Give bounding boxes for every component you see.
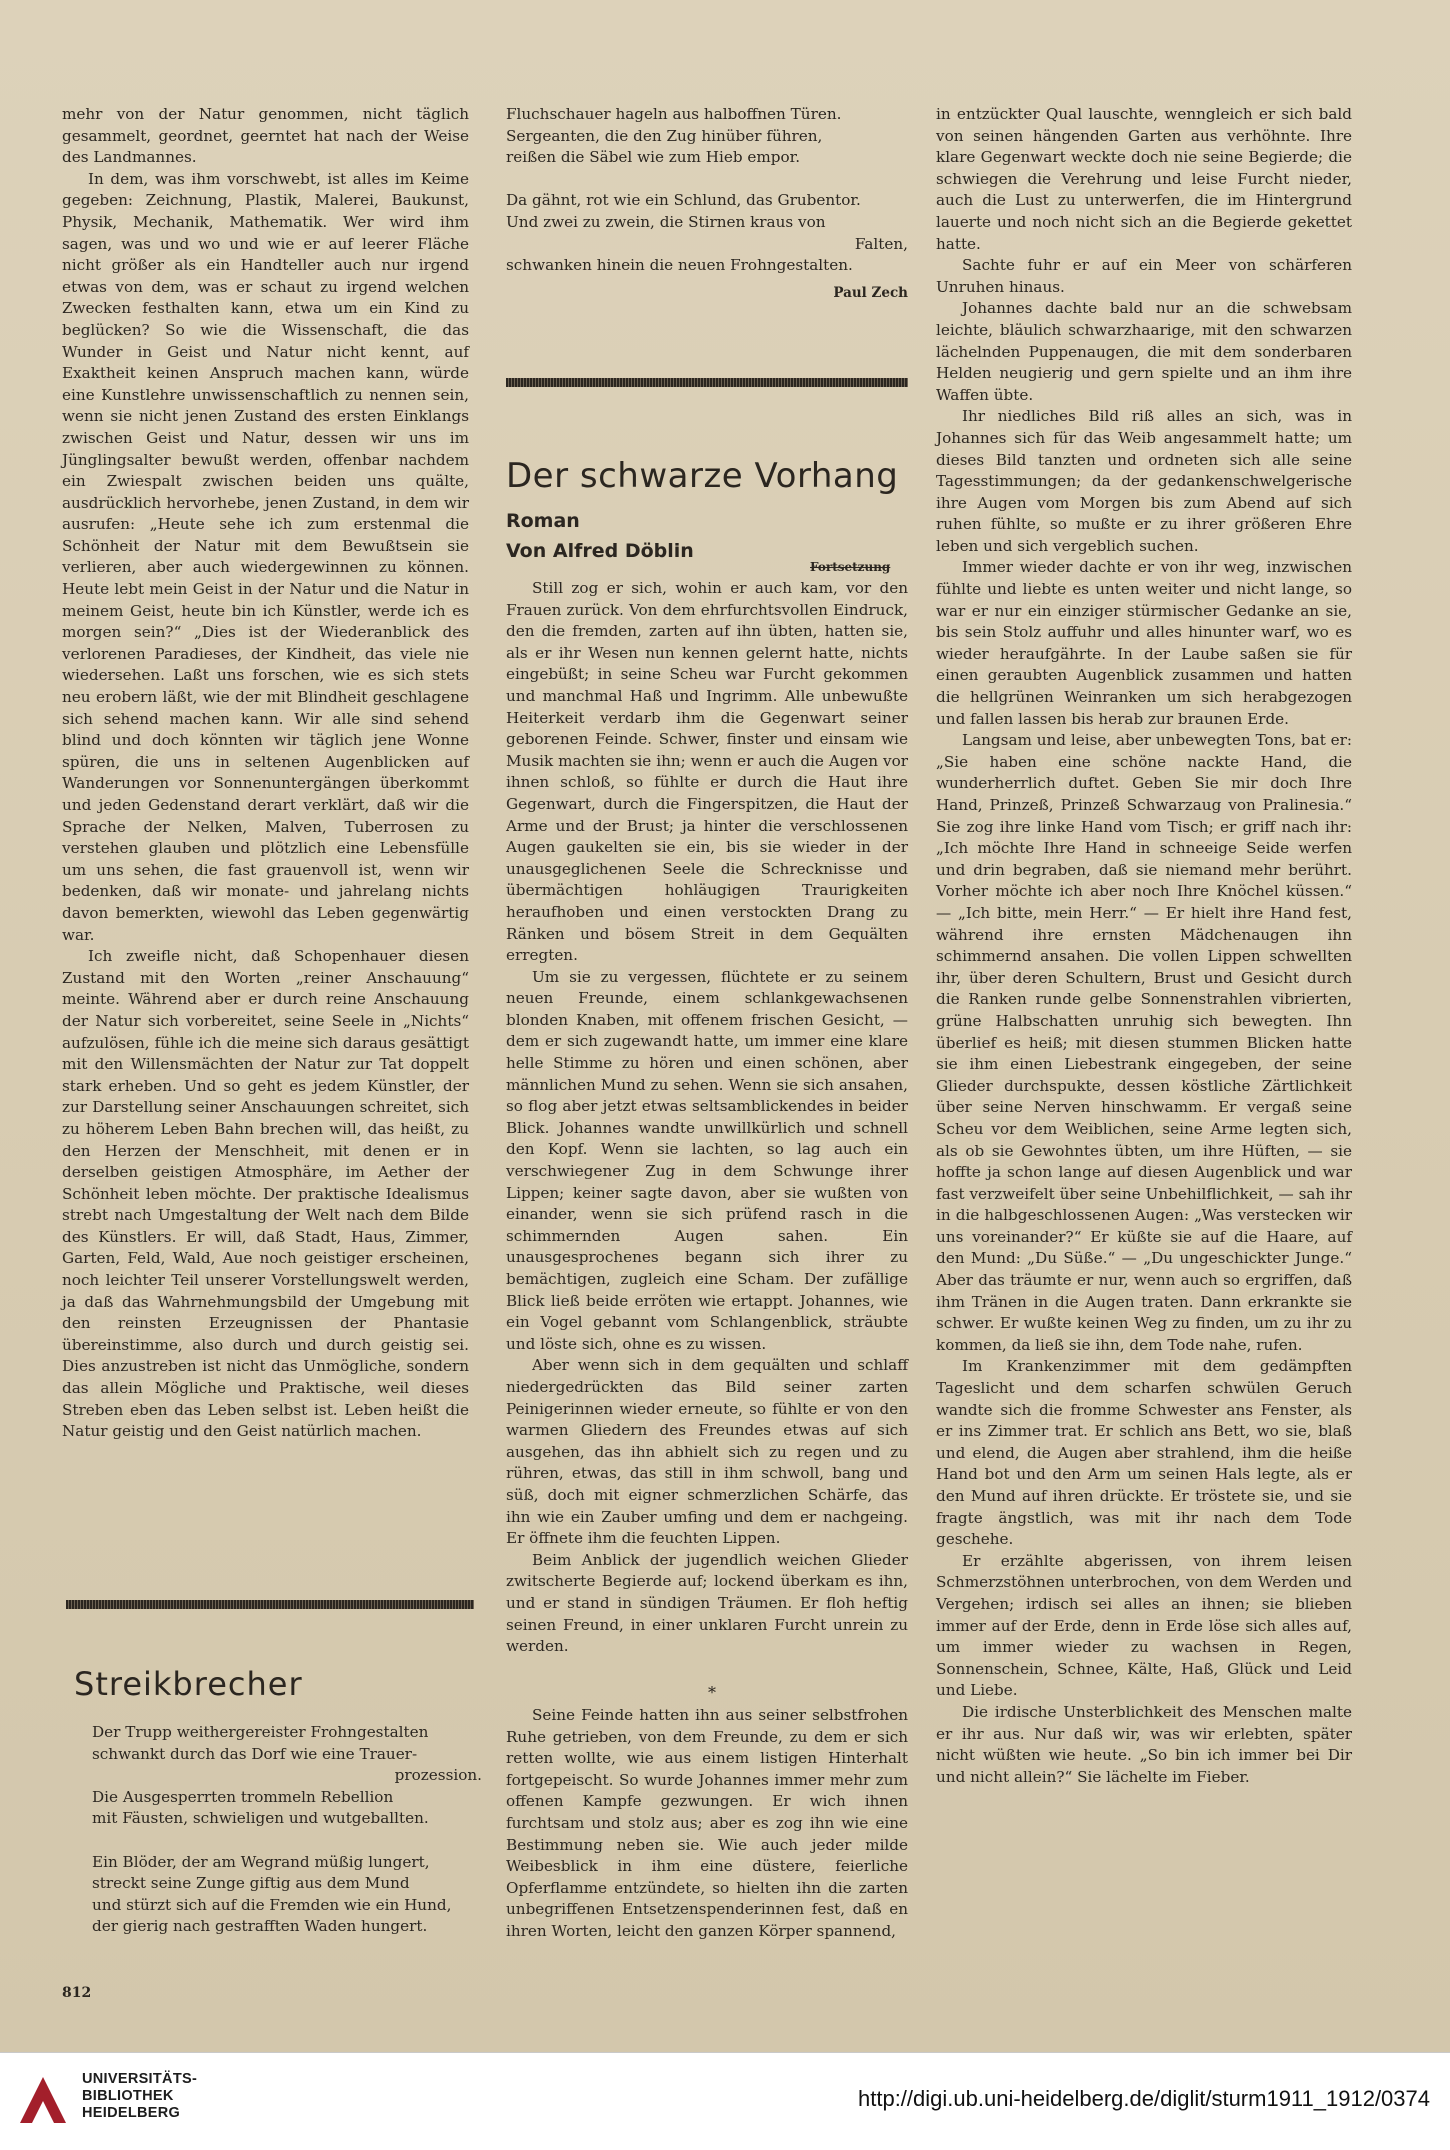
column-right: [936, 104, 1352, 1788]
stanza-gap: [506, 169, 908, 191]
novel-text-middle-upper: [506, 578, 908, 1658]
poem-line: schwankt durch das Dorf wie eine Trauer-: [92, 1744, 418, 1763]
poem-line: streckt seine Zunge giftig aus dem Mund: [92, 1874, 410, 1893]
poem-line: Fluchschauer hageln aus halboffnen Türen.: [506, 105, 842, 123]
poem-line: und stürzt sich auf die Fremden wie ein Hund,: [92, 1895, 452, 1914]
column-left: [62, 104, 469, 1443]
institution-name: [82, 2071, 197, 2122]
section-divider: [66, 1600, 474, 1609]
paragraph: Sachte fuhr er auf ein Meer von schärferen Unruhen hinaus.: [936, 256, 1352, 296]
column-middle: [506, 104, 908, 304]
poem-author: Paul Zech: [833, 284, 908, 301]
section-divider: [506, 378, 908, 387]
poem-line: der gierig nach gestrafften Waden hungert.: [92, 1917, 428, 1936]
paragraph: Johannes dachte bald nur an die schwebsam leichte, bläulich schwarzhaarige, mit den schwarzen lächelnden Puppenaugen, die mit dem sonderbaren Helden neugierig und gern spielte und an ihm ihre Waffen übte.: [936, 299, 1352, 404]
paragraph: Die irdische Unsterblichkeit des Menschen malte er ihr aus. Nur daß wir, was wir erlebten, später nicht wüßten wie heute. „So bin ich immer bei Dir und nicht allein?“ Sie lächelte im Fieber.: [936, 1702, 1352, 1786]
paragraph: mehr von der Natur genommen, nicht täglich gesammelt, geordnet, geerntet hat nach der Weise des Landmannes.: [62, 105, 469, 167]
paragraph: Ihr niedliches Bild riß alles an sich, was in Johannes sich für das Weib angesammelt hatte; um dieses Bild tanzten und ordneten sich alle seine Tagesstimmungen; da der gedankenschwelgerische ihre Augen vom Morgen bis zum Abend auf sich ruhen fühlte, so mußte er zu ihrer größeren Ehre leben und sich vergeblich suchen.: [936, 407, 1352, 555]
paragraph: Um sie zu vergessen, flüchtete er zu seinem neuen Freunde, einem schlankgewachsenen blonden Knaben, mit offenem frischen Gesicht, — dem er sich zugewandt hatte, um immer eine klare helle Stimme zu hören und einen schönen, aber männlichen Mund zu sehen. Wenn sie sich ansahen, so flog aber jetzt etwas seltsamblickendes in beider Blick. Johannes wandte unwillkürlich und schnell den Kopf. Wenn sie lachten, so lag auch ein verschwiegener Zug in dem Schwunge ihrer Lippen; keiner sagte davon, aber sie wußten von einander, wenn sie sich prüfend rasch in die schimmernden Augen sahen. Ein unausgesprochenes begann sich ihrer zu bemächtigen, zugleich eine Scham. Der zufällige Blick ließ beide erröten wie ertappt. Johannes, wie ein Vogel gebannt vom Schlangenblick, sträubte und löste sich, ohne es zu wissen.: [506, 967, 908, 1353]
novel-title: Der schwarze Vorhang: [506, 456, 899, 496]
paragraph: in entzückter Qual lauschte, wenngleich er sich bald von seinen hängenden Garten aus verhöhnte. Ihre klare Gegenwart weckte doch nie seine Begierde; die schwiegen die Verehrung und leise Furcht nieder, auch die Lust zu unterwerfen, die im Hintergrund lauerte und noch nicht sich an die Begierde gekettet hatte.: [936, 105, 1352, 253]
paragraph: Still zog er sich, wohin er auch kam, vor den Frauen zurück. Von dem ehrfurchtsvollen Eindruck, den die fremden, zarten auf ihn übten, hatten sie, als er ihr Wesen nun kennen gelernt hatte, nichts eingebüßt; in seine Scheu war Furcht gekommen und manchmal Haß und Ingrimm. Alle unbewußte Heiterkeit verdarb ihm die Gegenwart seiner geborenen Feinde. Schwer, finster und einsam wie Musik machten sie ihn; wenn er auch die Augen vor ihnen schloß, so fühlte er durch die Haut ihre Gegenwart, durch die Fingerspitzen, die Haut der Arme und der Brust; ja hinter die verschlossenen Augen gaukelten sie ein, bis sie wieder in der unausgeglichenen Seele die Schrecknisse und übermächtigen hohläugigen Traurigkeiten heraufhoben und einen verstockten Drang zu Ränken und bösem Streit in dem Gequälten erregten.: [506, 579, 908, 965]
poem-line: Und zwei zu zwein, die Stirnen kraus von: [506, 212, 826, 231]
page-number: 812: [62, 1985, 92, 2001]
paragraph: Langsam und leise, aber unbewegten Tons, bat er: „Sie haben eine schöne nackte Hand, die wunderherrlich duftet. Geben Sie mir doch Ihre Hand, Prinzeß, Prinzeß Schwarzaug von Pralinesia.“ Sie zog ihre linke Hand vom Tisch; er griff nach ihr: „Ich möchte Ihre Hand in schneeige Seide werfen und drin begraben, daß sie niemand mehr berührt. Vorher möchte ich aber noch Ihre Knöchel küssen.“ — „Ich bitte, mein Herr.“ — Er hielt ihre Hand fest, während ihre ernsten Mädchenaugen ihn schimmernd ansahen. Die vollen Lippen schwellten ihr, über deren Schultern, Brust und Gesicht durch die Ranken runde gelbe Sonnenstrahlen vibrierten, grüne Halbschatten unruhig sich bewegten. Ihn überlief es heiß; mit diesen stummen Blicken hatte sie ihm einen Liebestrank eingegeben, der seine Glieder durchspukte, dessen köstliche Zärtlichkeit über seine Nerven hinschwamm. Er vergaß seine Scheu vor dem Weiblichen, seine Arme legten sich, als ob sie Gewohntes übten, um ihre Hüften, — sie hoffte ja schon lange auf diesen Augenblick und war fast verzweifelt über seine Unbehilflichkeit, — sah ihr in die halbgeschlossenen Augen: „Was verstecken wir uns voreinander?“ Er küßte sie auf die Haare, auf den Mund: „Du Süße.“ — „Du ungeschickter Junge.“ Aber das träumte er nur, wenn auch so ergriffen, daß ihm Tränen in die Augen traten. Dann erkrankte sie schwer. Er wußte keinen Weg zu finden, um zu ihr zu kommen, da ließ sie ihn, dem Tode nahe, rufen.: [936, 731, 1352, 1354]
institution-line: UNIVERSITÄTS-: [82, 2071, 198, 2087]
section-break-asterisk: *: [708, 1683, 716, 1702]
footer-bar: [0, 2052, 1450, 2150]
paragraph: Seine Feinde hatten ihn aus seiner selbstfrohen Ruhe getrieben, von dem Freunde, zu dem er sich retten wollte, wie aus einem listigen Hinterhalt fortgepeischt. So wurde Johannes immer mehr zum offenen Kampfe gezwungen. Er wich ihnen furchtsam und stolz aus; aber es zog ihn wie eine Bestimmung neben sie. Wie auch jeder milde Weibesblick in ihm eine düstere, feierliche Opferflamme entzündete, so hielten ihn die zarten unbegriffenen Entsetzenspenderinnen fest, daß en ihren Worten, leicht den ganzen Körper spannend,: [506, 1706, 908, 1940]
paragraph: Im Krankenzimmer mit dem gedämpften Tageslicht und dem scharfen schwülen Geruch wandte sich die fromme Schwester ans Fenster, als er ins Zimmer trat. Er schlich ans Bett, wo sie, blaß und elend, die Augen aber strahlend, ihm die heiße Hand bot und den Arm um seinen Hals legte, als er den Mund auf ihren drückte. Er tröstete sie, und sie fragte ängstlich, was mit ihr nach dem Tode geschehe.: [936, 1357, 1352, 1549]
poem-streikbrecher: [92, 1722, 482, 1938]
paragraph: In dem, was ihm vorschwebt, ist alles im Keime gegeben: Zeichnung, Plastik, Malerei, Baukunst, Physik, Mechanik, Mathematik. Wer wird ihm sagen, was und wo und wie er auf leerer Fläche nicht größer als ein Handteller auch nur irgend etwas von dem, was er schaut zu irgend welchen Zwecken festhalten kann, etwa um ein Kind zu beglücken? So wie die Wissenschaft, die das Wunder in Geist und Natur nicht kennt, auf Exaktheit keinen Anspruch machen kann, würde eine Kunstlehre unwissenschaftlich zu nennen sein, wenn sie nicht jenen Zustand des ersten Einklangs zwischen Geist und Natur, dessen wir uns im Jünglingsalter bewußt werden, offenbar nachdem ein Zwiespalt zwischen beiden uns quälte, ausdrücklich hervorhebe, jenen Zustand, in dem wir ausrufen: „Heute sehe ich zum erstenmal die Schönheit der Natur mit dem Bewußtsein sie verlieren, aber auch wiedergewinnen zu können. Heute lebt mein Geist in der Natur und die Natur in meinem Geist, heute bin ich Künstler, werde ich es morgen sein?“ „Dies ist der Wiederanblick des verlorenen Paradieses, der Kindheit, das viele nie wiedersehen. Laßt uns forschen, wie es sich stets neu erobern läßt, wie der mit Blindheit geschlagene sich sehend machen kann. Wir alle sind sehend blind und doch könnten wir täglich jene Wonne spüren, die uns in seltenen Augenblicken auf Wanderungen vor Sonnenuntergängen überkommt und jeden Gedenstand derart verklärt, daß wir die Sprache der Nelken, Malven, Tuberrosen zu verstehen glauben und plötzlich eine Lebensfülle um uns sehen, die fast grauenvoll ist, wenn wir bedenken, daß wir monate- und jahrelang nichts davon bemerkten, wiewohl das Leben gegenwärtig war.: [62, 169, 469, 944]
continuation-label: Fortsetzung: [810, 560, 891, 574]
poem-line: Sergeanten, die den Zug hinüber führen,: [506, 126, 823, 145]
poem-line: Falten,: [854, 234, 908, 253]
paragraph: Beim Anblick der jugendlich weichen Glieder zwitscherte Begierde auf; lockend überkam es ihn, und er stand in sündigen Träumen. Er floh heftig seinen Freund, in einer unklaren Furcht unrein zu werden.: [506, 1550, 908, 1656]
poem-line: Die Ausgesperrten trommeln Rebellion: [92, 1787, 394, 1806]
paragraph: Immer wieder dachte er von ihr weg, inzwischen fühlte und liebte es unten weiter und nicht lange, so war er nur ein einziger stürmischer Gedanke an sie, bis sein Stolz auffuhr und alles hinunter warf, wo es wieder heraufgährte. In der Laube saßen sie für einen geraubten Augenblick zusammen und hatten die hellgrünen Weinranken um sich herabgezogen und fallen lassen bis herab zur braunen Erde.: [936, 558, 1352, 728]
paragraph: Er erzählte abgerissen, von ihrem leisen Schmerzstöhnen unterbrochen, von dem Werden und Vergehen; irdisch sei alles an ihnen; sie blieben immer auf der Erde, denn in Erde löse sich alles auf, um immer wieder zu wachsen in Regen, Sonnenschein, Schnee, Kälte, Haß, Glück und Leid und Liebe.: [936, 1551, 1352, 1700]
poem-continuation: [506, 104, 908, 277]
poem-line: mit Fäusten, schwieligen und wutgeballten.: [92, 1809, 429, 1828]
university-logo-icon: [14, 2071, 72, 2129]
poem-line: schwanken hinein die neuen Frohngestalten.: [506, 256, 853, 275]
poem-line: Da gähnt, rot wie ein Schlund, das Grubentor.: [506, 191, 861, 210]
poem-line: Ein Blöder, der am Wegrand müßig lungert,: [92, 1852, 430, 1871]
source-url-link[interactable]: http://digi.ub.uni-heidelberg.de/diglit/sturm1911_1912/0374: [858, 2086, 1430, 2111]
poem-line: prozession.: [394, 1766, 482, 1785]
institution-line: BIBLIOTHEK: [82, 2088, 174, 2104]
poem-title-streikbrecher: Streikbrecher: [74, 1665, 303, 1703]
novel-byline: Von Alfred Döblin: [506, 540, 694, 562]
novel-subtitle: Roman: [506, 510, 580, 532]
paragraph: Ich zweifle nicht, daß Schopenhauer diesen Zustand mit den Worten „reiner Anschauung“ meinte. Während aber er durch reine Anschauung der Natur sich vorbereitet, seine Seele in „Nichts“ aufzulösen, fühle ich die meine sich daraus gesättigt mit den Willensmächten der Natur zur Tat doppelt stark erheben. Und so geht es jedem Künstler, der zur Darstellung seiner Anschauungen schreitet, sich zu höherem Leben Bahn brechen will, das heißt, zu den Herzen der Menschheit, mit denen er in derselben geistigen Atmosphäre, im Aether der Schönheit leben möchte. Der praktische Idealismus strebt nach Umgestaltung der Welt nach dem Bilde des Künstlers. Er will, daß Stadt, Haus, Zimmer, Garten, Feld, Wald, Aue noch geistiger erscheinen, noch leichter Teil unserer Vorstellungswelt werden, ja daß das Wahrnehmungsbild der Umgebung mit den reinsten Erzeugnissen der Phantasie übereinstimme, also durch und durch geistig sei. Dies anzustreben ist nicht das Unmögliche, sondern das allein Mögliche und Praktische, weil dieses Streben eben das Leben selbst ist. Leben heißt die Natur geistig und den Geist natürlich machen.: [62, 947, 469, 1441]
novel-text-middle-lower: [506, 1705, 908, 1943]
stanza-gap: [92, 1830, 482, 1852]
poem-line: Der Trupp weithergereister Frohngestalten: [92, 1723, 429, 1741]
paragraph: Aber wenn sich in dem gequälten und schlaff niedergedrückten das Bild seiner zarten Peinigerinnen wieder erneute, so fühlte er von den warmen Gliedern des Freundes etwas auf sich ausgehen, das ihn abhielt sich zu regen und zu rühren, etwas, das still in ihm schwoll, bang und süß, doch mit eigner schmerzlichen Schärfe, das ihn wie ein Zauber umfing und dem er nachgeing. Er öffnete ihm die feuchten Lippen.: [506, 1356, 908, 1548]
institution-line: HEIDELBERG: [82, 2105, 181, 2121]
poem-line: reißen die Säbel wie zum Hieb empor.: [506, 148, 801, 167]
